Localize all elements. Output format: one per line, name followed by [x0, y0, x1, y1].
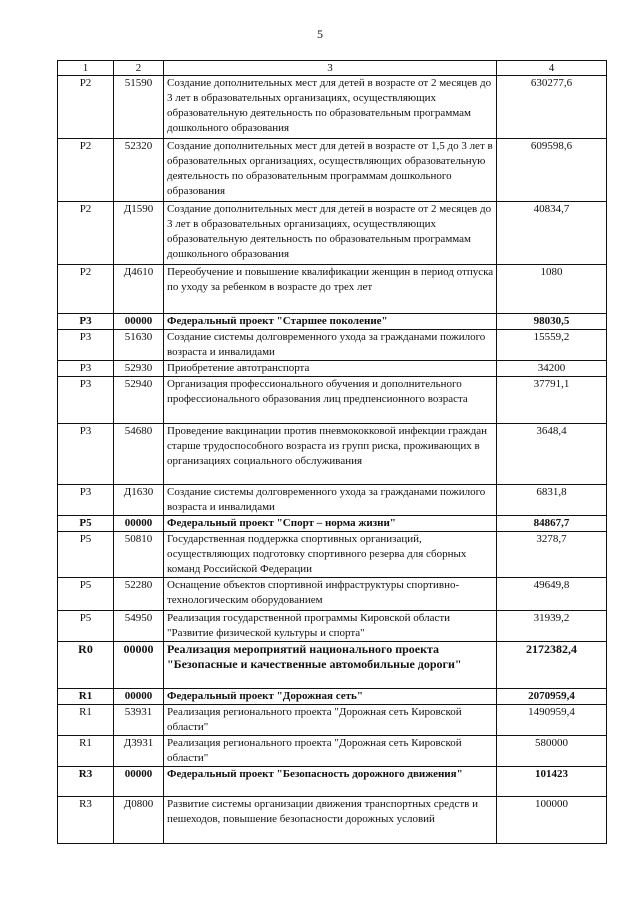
cell-c3: Федеральный проект "Старшее поколение" [164, 314, 497, 330]
cell-c4: 34200 [497, 361, 607, 377]
table-row [58, 516, 607, 532]
cell-c4: 3648,4 [497, 424, 607, 485]
header-col-4: 4 [497, 61, 607, 76]
cell-c1: Р3 [58, 361, 114, 377]
cell-c1: R1 [58, 736, 114, 767]
cell-c3: Оснащение объектов спортивной инфраструктуры спортивно-технологическим оборудованием [164, 578, 497, 611]
cell-c1: Р5 [58, 578, 114, 611]
cell-c2: 52930 [114, 361, 164, 377]
cell-c3: Федеральный проект "Дорожная сеть" [164, 689, 497, 705]
cell-c3: Создание системы долговременного ухода за гражданами пожилого возраста и инвалидами [164, 330, 497, 361]
cell-c4: 3278,7 [497, 532, 607, 578]
cell-c2: 52320 [114, 139, 164, 202]
cell-c4: 609598,6 [497, 139, 607, 202]
cell-c2: 52940 [114, 377, 164, 424]
cell-c2: 00000 [114, 767, 164, 797]
table-row [58, 736, 607, 767]
cell-c4: 84867,7 [497, 516, 607, 532]
cell-c1: Р2 [58, 76, 114, 139]
table-row [58, 265, 607, 314]
cell-c3: Создание дополнительных мест для детей в возрасте от 2 месяцев до 3 лет в образовательных организациях, осуществляющих образовательную деятельность по образовательным программам дошкольного образования [164, 76, 497, 139]
budget-table [57, 60, 607, 844]
cell-c1: Р5 [58, 532, 114, 578]
cell-c1: Р3 [58, 330, 114, 361]
cell-c1: Р2 [58, 202, 114, 265]
cell-c1: R1 [58, 689, 114, 705]
cell-c4: 98030,5 [497, 314, 607, 330]
table-row [58, 767, 607, 797]
table-row [58, 76, 607, 139]
table-row [58, 611, 607, 642]
cell-c2: 51590 [114, 76, 164, 139]
cell-c3: Реализация государственной программы Кировской области "Развитие физической культуры и спорта" [164, 611, 497, 642]
cell-c3: Переобучение и повышение квалификации женщин в период отпуска по уходу за ребенком в возрасте до трех лет [164, 265, 497, 314]
cell-c4: 6831,8 [497, 485, 607, 516]
table-row [58, 485, 607, 516]
cell-c3: Организация профессионального обучения и дополнительного профессионального образования лиц предпенсионного возраста [164, 377, 497, 424]
cell-c3: Реализация регионального проекта "Дорожная сеть Кировской области" [164, 736, 497, 767]
cell-c1: Р2 [58, 265, 114, 314]
header-col-1: 1 [58, 61, 114, 76]
cell-c2: Д3931 [114, 736, 164, 767]
cell-c3: Реализация мероприятий национального проекта "Безопасные и качественные автомобильные дороги" [164, 642, 497, 689]
cell-c3: Федеральный проект "Безопасность дорожного движения" [164, 767, 497, 797]
cell-c4: 49649,8 [497, 578, 607, 611]
cell-c1: R1 [58, 705, 114, 736]
cell-c4: 630277,6 [497, 76, 607, 139]
cell-c2: Д1630 [114, 485, 164, 516]
table-row [58, 330, 607, 361]
table-row [58, 424, 607, 485]
cell-c3: Государственная поддержка спортивных организаций, осуществляющих подготовку спортивного резерва для сборных команд Российской Федерации [164, 532, 497, 578]
cell-c4: 31939,2 [497, 611, 607, 642]
cell-c3: Создание системы долговременного ухода за гражданами пожилого возраста и инвалидами [164, 485, 497, 516]
table-row [58, 314, 607, 330]
table-row [58, 578, 607, 611]
cell-c4: 580000 [497, 736, 607, 767]
cell-c2: 54950 [114, 611, 164, 642]
cell-c2: Д4610 [114, 265, 164, 314]
cell-c2: 54680 [114, 424, 164, 485]
cell-c3: Федеральный проект "Спорт – норма жизни" [164, 516, 497, 532]
table-row [58, 361, 607, 377]
cell-c1: R3 [58, 797, 114, 844]
header-col-3: 3 [164, 61, 497, 76]
table-row [58, 642, 607, 689]
cell-c4: 100000 [497, 797, 607, 844]
cell-c1: Р3 [58, 314, 114, 330]
cell-c2: 53931 [114, 705, 164, 736]
cell-c2: 00000 [114, 689, 164, 705]
table-row [58, 705, 607, 736]
cell-c4: 2070959,4 [497, 689, 607, 705]
page-number: 5 [317, 27, 323, 41]
table-row [58, 797, 607, 844]
cell-c2: 00000 [114, 642, 164, 689]
cell-c3: Создание дополнительных мест для детей в возрасте от 1,5 до 3 лет в образовательных организациях, осуществляющих образовательную деятельность по образовательным программам дошкольного образования [164, 139, 497, 202]
cell-c2: 51630 [114, 330, 164, 361]
cell-c2: Д1590 [114, 202, 164, 265]
header-col-2: 2 [114, 61, 164, 76]
cell-c2: 52280 [114, 578, 164, 611]
cell-c1: Р3 [58, 485, 114, 516]
cell-c1: Р5 [58, 611, 114, 642]
table-row [58, 202, 607, 265]
cell-c3: Развитие системы организации движения транспортных средств и пешеходов, повышение безопасности дорожных условий [164, 797, 497, 844]
cell-c4: 101423 [497, 767, 607, 797]
table-row [58, 532, 607, 578]
table-row [58, 689, 607, 705]
table-row [58, 139, 607, 202]
cell-c4: 1080 [497, 265, 607, 314]
cell-c3: Проведение вакцинации против пневмококковой инфекции граждан старше трудоспособного возраста из групп риска, проживающих в организациях социального обслуживания [164, 424, 497, 485]
cell-c4: 40834,7 [497, 202, 607, 265]
cell-c4: 15559,2 [497, 330, 607, 361]
cell-c1: Р3 [58, 377, 114, 424]
cell-c1: R0 [58, 642, 114, 689]
cell-c2: 00000 [114, 314, 164, 330]
cell-c1: R3 [58, 767, 114, 797]
cell-c1: Р3 [58, 424, 114, 485]
cell-c3: Создание дополнительных мест для детей в возрасте от 2 месяцев до 3 лет в образовательных организациях, осуществляющих образовательную деятельность по образовательным программам дошкольного образования [164, 202, 497, 265]
cell-c2: Д0800 [114, 797, 164, 844]
cell-c4: 37791,1 [497, 377, 607, 424]
cell-c1: Р5 [58, 516, 114, 532]
table-header-row [58, 61, 607, 76]
cell-c2: 00000 [114, 516, 164, 532]
cell-c3: Реализация регионального проекта "Дорожная сеть Кировской области" [164, 705, 497, 736]
cell-c4: 2172382,4 [497, 642, 607, 689]
cell-c3: Приобретение автотранспорта [164, 361, 497, 377]
cell-c2: 50810 [114, 532, 164, 578]
cell-c4: 1490959,4 [497, 705, 607, 736]
table-row [58, 377, 607, 424]
cell-c1: Р2 [58, 139, 114, 202]
